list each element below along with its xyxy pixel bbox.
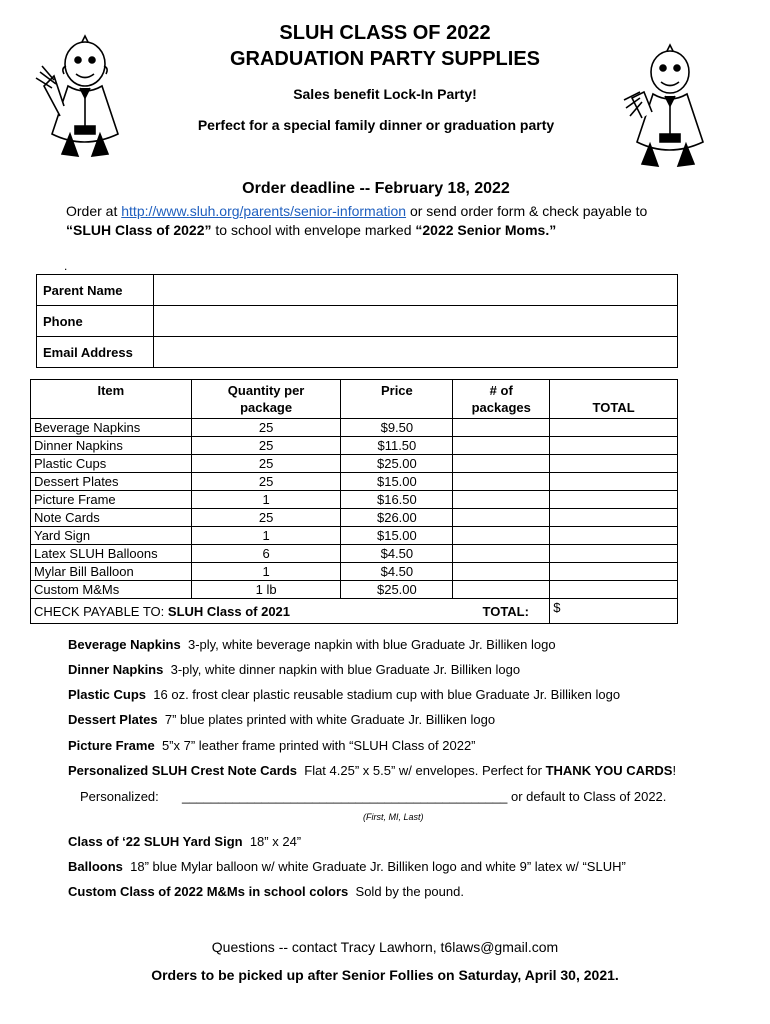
item-name: Beverage Napkins bbox=[31, 419, 192, 437]
line-total-field[interactable] bbox=[550, 581, 678, 599]
desc-plastic-cups bbox=[68, 687, 620, 702]
item-quantity: 1 bbox=[191, 491, 341, 509]
table-row bbox=[31, 437, 678, 455]
packages-field[interactable] bbox=[453, 455, 550, 473]
header-item: Item bbox=[31, 380, 192, 419]
item-quantity: 25 bbox=[191, 509, 341, 527]
item-name: Dessert Plates bbox=[31, 473, 192, 491]
item-quantity: 25 bbox=[191, 473, 341, 491]
order-prefix: Order at bbox=[66, 203, 122, 219]
desc-text: 7” blue plates printed with white Graduate Jr. Billiken logo bbox=[164, 712, 496, 727]
line-total-field[interactable] bbox=[550, 437, 678, 455]
desc-text: 18” x 24” bbox=[249, 834, 302, 849]
item-quantity: 25 bbox=[191, 455, 341, 473]
desc-text: 16 oz. frost clear plastic reusable stadium cup with blue Graduate Jr. Billiken logo bbox=[153, 687, 621, 702]
check-payable-row bbox=[31, 599, 678, 624]
desc-picture-frame bbox=[68, 738, 476, 753]
desc-dessert-plates bbox=[68, 712, 495, 727]
table-row bbox=[31, 419, 678, 437]
table-row bbox=[31, 581, 678, 599]
item-price: $15.00 bbox=[341, 527, 453, 545]
desc-name: Dinner Napkins bbox=[68, 662, 164, 677]
contact-label: Phone bbox=[37, 306, 154, 337]
line-total-field[interactable] bbox=[550, 545, 678, 563]
desc-text: Flat 4.25” x 5.5” w/ envelopes. Perfect for bbox=[304, 763, 546, 778]
header-packages-line1: # of bbox=[489, 383, 513, 398]
item-quantity: 25 bbox=[191, 437, 341, 455]
personalized-label: Personalized: bbox=[80, 789, 159, 804]
phone-field[interactable] bbox=[154, 306, 678, 337]
thank-you-cards: THANK YOU CARDS bbox=[545, 763, 673, 778]
items-order-table bbox=[30, 379, 678, 624]
order-link[interactable]: http://www.sluh.org/parents/senior-information bbox=[121, 203, 407, 219]
table-row bbox=[31, 509, 678, 527]
table-row bbox=[31, 455, 678, 473]
desc-text: 3-ply, white dinner napkin with blue Graduate Jr. Billiken logo bbox=[170, 662, 521, 677]
packages-field[interactable] bbox=[453, 527, 550, 545]
header-packages bbox=[453, 380, 550, 419]
item-name: Picture Frame bbox=[31, 491, 192, 509]
email-field[interactable] bbox=[154, 337, 678, 368]
desc-name: Custom Class of 2022 M&Ms in school colors bbox=[68, 884, 349, 899]
desc-dinner-napkins bbox=[68, 662, 520, 677]
item-price: $9.50 bbox=[341, 419, 453, 437]
item-price: $16.50 bbox=[341, 491, 453, 509]
item-quantity: 1 lb bbox=[191, 581, 341, 599]
item-price: $15.00 bbox=[341, 473, 453, 491]
check-payable-label: CHECK PAYABLE TO: bbox=[34, 603, 168, 619]
desc-name: Picture Frame bbox=[68, 738, 155, 753]
item-price: $26.00 bbox=[341, 509, 453, 527]
packages-field[interactable] bbox=[453, 563, 550, 581]
name-format-hint: (First, MI, Last) bbox=[363, 812, 424, 822]
desc-name: Class of ‘22 SLUH Yard Sign bbox=[68, 834, 243, 849]
item-name: Latex SLUH Balloons bbox=[31, 545, 192, 563]
item-price: $25.00 bbox=[341, 455, 453, 473]
desc-text: 18” blue Mylar balloon w/ white Graduate Jr. Billiken logo and white 9” latex w/ “SLUH” bbox=[130, 859, 626, 874]
desc-mms bbox=[68, 884, 464, 899]
line-total-field[interactable] bbox=[550, 509, 678, 527]
packages-field[interactable] bbox=[453, 581, 550, 599]
packages-field[interactable] bbox=[453, 437, 550, 455]
item-name: Dinner Napkins bbox=[31, 437, 192, 455]
header-quantity bbox=[191, 380, 341, 419]
desc-balloons bbox=[68, 859, 626, 874]
header-qty-line2: package bbox=[240, 400, 293, 415]
item-name: Note Cards bbox=[31, 509, 192, 527]
personalized-row bbox=[80, 789, 666, 804]
table-row bbox=[31, 563, 678, 581]
order-line2-mid: to school with envelope marked bbox=[211, 222, 416, 238]
packages-field[interactable] bbox=[453, 491, 550, 509]
item-quantity: 25 bbox=[191, 419, 341, 437]
order-suffix: or send order form & check payable to bbox=[406, 203, 648, 219]
desc-name: Personalized SLUH Crest Note Cards bbox=[68, 763, 298, 778]
desc-yard-sign bbox=[68, 834, 301, 849]
table-row bbox=[31, 473, 678, 491]
desc-note-cards bbox=[68, 763, 676, 778]
packages-field[interactable] bbox=[453, 419, 550, 437]
header-price: Price bbox=[341, 380, 453, 419]
contact-label: Email Address bbox=[37, 337, 154, 368]
item-price: $4.50 bbox=[341, 563, 453, 581]
desc-beverage-napkins bbox=[68, 637, 556, 652]
desc-name: Beverage Napkins bbox=[68, 637, 181, 652]
contact-row bbox=[37, 306, 678, 337]
desc-name: Balloons bbox=[68, 859, 123, 874]
line-total-field[interactable] bbox=[550, 473, 678, 491]
total-currency: $ bbox=[553, 600, 561, 615]
line-total-field[interactable] bbox=[550, 419, 678, 437]
page-title-line1: SLUH CLASS OF 2022 bbox=[279, 22, 491, 44]
item-quantity: 1 bbox=[191, 527, 341, 545]
pickup-note: Orders to be picked up after Senior Follies on Saturday, April 30, 2021. bbox=[151, 967, 619, 983]
packages-field[interactable] bbox=[453, 509, 550, 527]
item-name: Plastic Cups bbox=[31, 455, 192, 473]
item-name: Yard Sign bbox=[31, 527, 192, 545]
packages-field[interactable] bbox=[453, 545, 550, 563]
contact-row bbox=[37, 275, 678, 306]
table-row bbox=[31, 545, 678, 563]
header-packages-line2: packages bbox=[471, 400, 531, 415]
contact-label: Parent Name bbox=[37, 275, 154, 306]
stray-dot: . bbox=[64, 259, 68, 273]
desc-text: 3-ply, white beverage napkin with blue Graduate Jr. Billiken logo bbox=[187, 637, 556, 652]
table-row bbox=[31, 491, 678, 509]
packages-field[interactable] bbox=[453, 473, 550, 491]
item-name: Mylar Bill Balloon bbox=[31, 563, 192, 581]
line-total-field[interactable] bbox=[550, 563, 678, 581]
item-price: $11.50 bbox=[341, 437, 453, 455]
check-payable-cell bbox=[31, 599, 550, 624]
desc-text: 5”x 7” leather frame printed with “SLUH Class of 2022” bbox=[161, 738, 476, 753]
table-row bbox=[31, 527, 678, 545]
personalized-default: or default to Class of 2022. bbox=[511, 789, 667, 804]
contact-row bbox=[37, 337, 678, 368]
contact-info-table bbox=[36, 274, 678, 368]
item-price: $4.50 bbox=[341, 545, 453, 563]
desc-name: Plastic Cups bbox=[68, 687, 147, 702]
table-header-row bbox=[31, 380, 678, 419]
item-quantity: 1 bbox=[191, 563, 341, 581]
total-label: TOTAL: bbox=[482, 603, 529, 619]
desc-text: Sold by the pound. bbox=[355, 884, 464, 899]
header-qty-line1: Quantity per bbox=[227, 383, 305, 398]
grand-total-field[interactable] bbox=[550, 599, 678, 624]
parent-name-field[interactable] bbox=[154, 275, 678, 306]
order-instructions bbox=[66, 202, 726, 240]
payable-to-class: “SLUH Class of 2022” bbox=[66, 222, 212, 238]
subtitle-lock-in: Sales benefit Lock-In Party! bbox=[293, 86, 477, 102]
item-name: Custom M&Ms bbox=[31, 581, 192, 599]
header-total: TOTAL bbox=[550, 380, 678, 419]
exclamation: ! bbox=[672, 763, 677, 778]
questions-contact: Questions -- contact Tracy Lawhorn, t6laws@gmail.com bbox=[211, 939, 559, 955]
line-total-field[interactable] bbox=[550, 527, 678, 545]
line-total-field[interactable] bbox=[550, 455, 678, 473]
item-quantity: 6 bbox=[191, 545, 341, 563]
order-deadline: Order deadline -- February 18, 2022 bbox=[242, 180, 510, 197]
desc-name: Dessert Plates bbox=[68, 712, 158, 727]
line-total-field[interactable] bbox=[550, 491, 678, 509]
personalized-name-field[interactable]: _____________________________________________ bbox=[182, 789, 508, 804]
page-title-line2: GRADUATION PARTY SUPPLIES bbox=[229, 48, 541, 70]
subtitle-perfect-for: Perfect for a special family dinner or graduation party bbox=[197, 117, 555, 133]
check-payable-value: SLUH Class of 2021 bbox=[167, 603, 291, 619]
item-price: $25.00 bbox=[341, 581, 453, 599]
envelope-marking: “2022 Senior Moms.” bbox=[415, 222, 557, 238]
